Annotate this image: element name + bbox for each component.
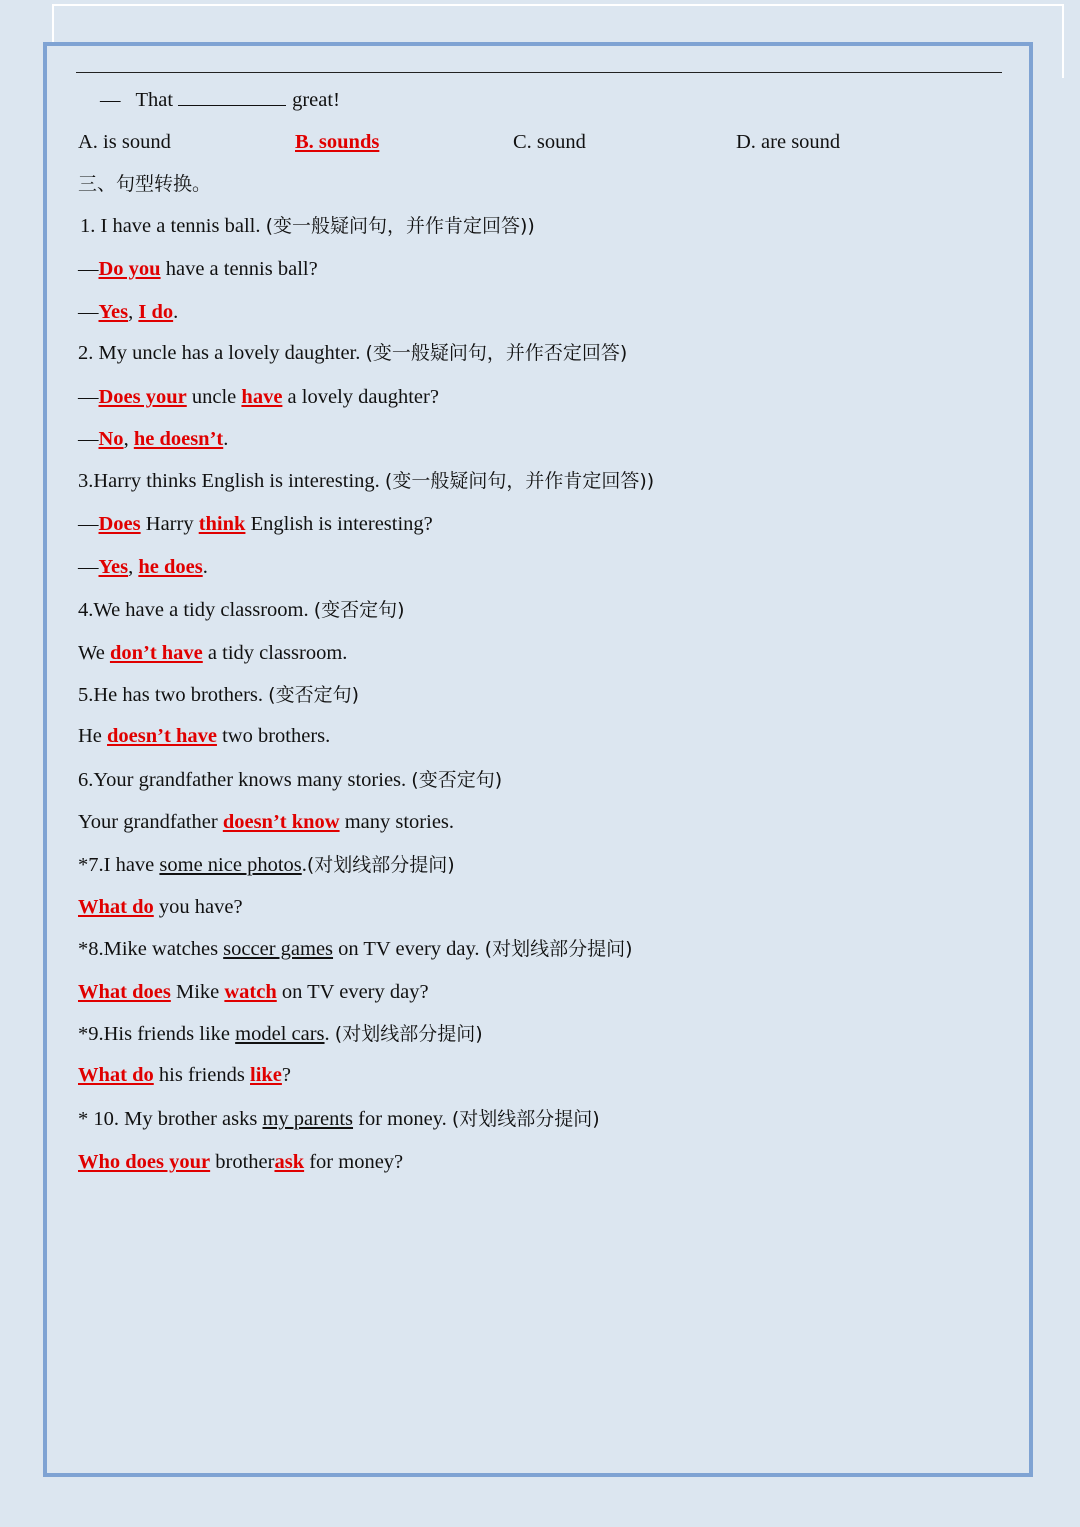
option-a: A. is sound: [78, 131, 171, 153]
answer-6: Your grandfather doesn’t know many stories.: [78, 811, 455, 833]
question-2: 2. My uncle has a lovely daughter. (变一般疑问句，并作否定回答): [78, 342, 628, 364]
previous-question-line: — That great!: [100, 89, 340, 111]
answer-1a: —Do you have a tennis ball?: [78, 258, 318, 280]
question-4: 4.We have a tidy classroom. (变否定句): [78, 599, 405, 621]
question-1: 1. I have a tennis ball. (变一般疑问句，并作肯定回答)): [80, 215, 535, 237]
answer-7: What do you have?: [78, 896, 243, 918]
question-8: *8.Mike watches soccer games on TV every day. (对划线部分提问): [78, 938, 633, 960]
option-b: B. sounds: [295, 131, 380, 153]
answer-10: Who does your brotherask for money?: [78, 1151, 404, 1173]
question-10: * 10. My brother asks my parents for money. (对划线部分提问): [78, 1108, 600, 1130]
question-7: *7.I have some nice photos.(对划线部分提问): [78, 854, 455, 876]
answer-8: What does Mike watch on TV every day?: [78, 981, 429, 1003]
answer-5: He doesn’t have two brothers.: [78, 725, 331, 747]
question-6: 6.Your grandfather knows many stories. (变否定句): [78, 769, 503, 791]
option-d: D. are sound: [736, 131, 841, 153]
top-rule: [76, 72, 1002, 73]
answer-3b: —Yes, he does.: [78, 556, 208, 578]
answer-3a: —Does Harry think English is interesting?: [78, 513, 433, 535]
question-3: 3.Harry thinks English is interesting. (变一般疑问句，并作肯定回答)): [78, 470, 655, 492]
section-title: 三、句型转换。: [78, 173, 212, 195]
question-5: 5.He has two brothers. (变否定句): [78, 684, 359, 706]
answer-1b: —Yes, I do.: [78, 301, 179, 323]
answer-blank: [178, 87, 286, 106]
answer-4: We don’t have a tidy classroom.: [78, 642, 348, 664]
answer-2b: —No, he doesn’t.: [78, 428, 229, 450]
option-c: C. sound: [513, 131, 586, 153]
answer-9: What do his friends like?: [78, 1064, 292, 1086]
question-9: *9.His friends like model cars. (对划线部分提问): [78, 1023, 483, 1045]
answer-2a: —Does your uncle have a lovely daughter?: [78, 386, 439, 408]
